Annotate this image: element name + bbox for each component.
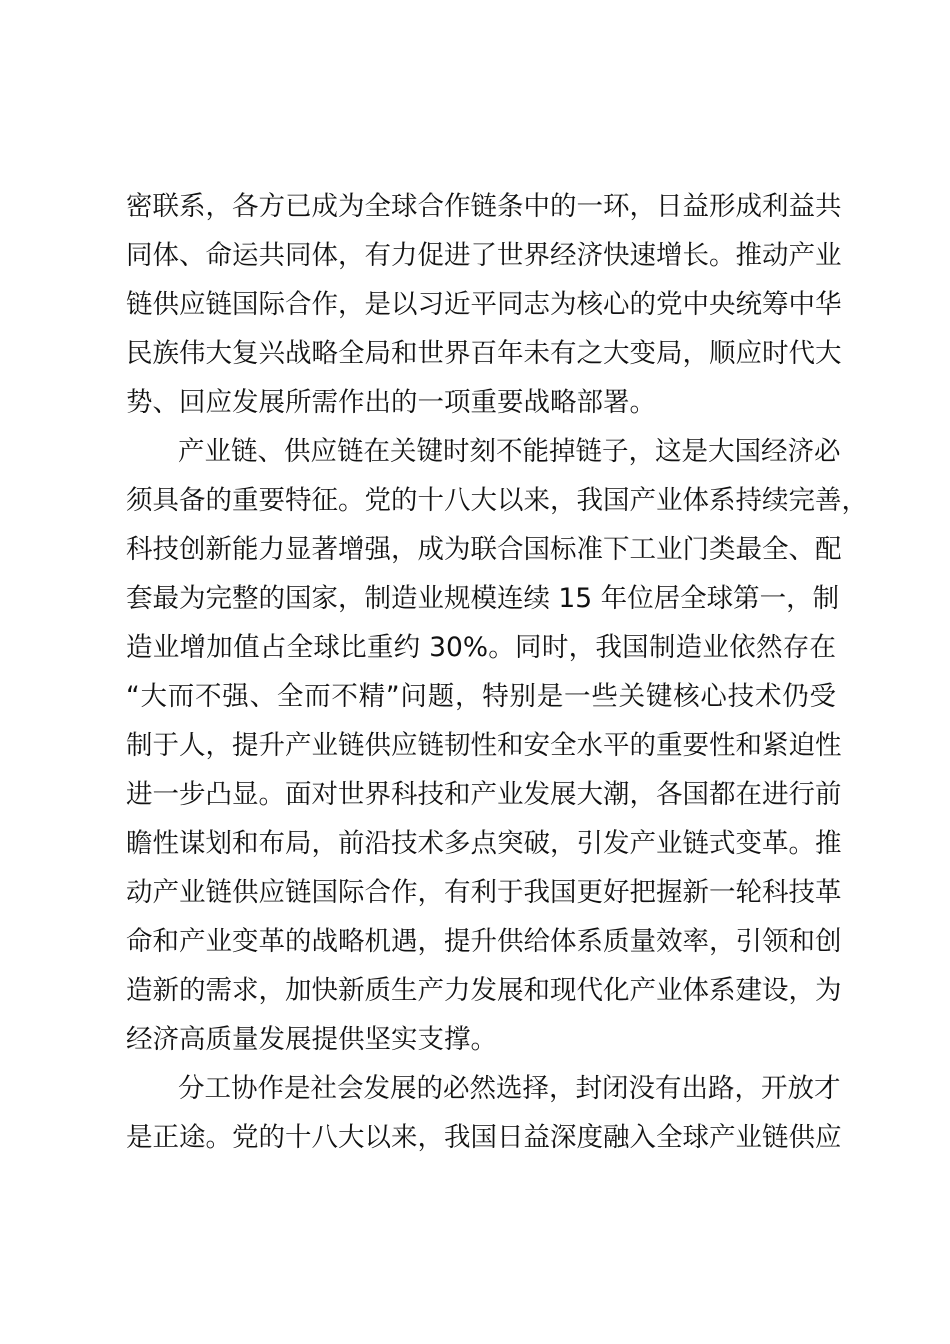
text-line: 命和产业变革的战略机遇，提升供给体系质量效率，引领和创 [126,926,842,957]
text-line: 须具备的重要特征。党的十八大以来，我国产业体系持续完善， [126,485,868,516]
text-line: 同体、命运共同体，有力促进了世界经济快速增长。推动产业 [126,240,842,271]
text-line: 密联系，各方已成为全球合作链条中的一环，日益形成利益共 [126,191,842,222]
text-line: 造新的需求，加快新质生产力发展和现代化产业体系建设，为 [126,975,842,1006]
text-line: 动产业链供应链国际合作，有利于我国更好把握新一轮科技革 [126,877,842,908]
text-line: 科技创新能力显著增强，成为联合国标准下工业门类最全、配 [126,534,842,565]
text-line: 经济高质量发展提供坚实支撑。 [126,1024,497,1055]
paragraph-first-line: 产业链、供应链在关键时刻不能掉链子，这是大国经济必 [178,436,841,467]
text-line: 瞻性谋划和布局，前沿技术多点突破，引发产业链式变革。推 [126,828,842,859]
text-line: 势、回应发展所需作出的一项重要战略部署。 [126,387,656,418]
text-line: 是正途。党的十八大以来，我国日益深度融入全球产业链供应 [126,1122,842,1153]
text-line: 制于人，提升产业链供应链韧性和安全水平的重要性和紧迫性 [126,730,842,761]
text-line: “大而不强、全而不精”问题，特别是一些关键核心技术仍受 [126,681,836,712]
text-line: 进一步凸显。面对世界科技和产业发展大潮，各国都在进行前 [126,779,842,810]
text-line: 套最为完整的国家，制造业规模连续 15 年位居全球第一，制 [126,583,840,614]
text-line: 造业增加值占全球比重约 30%。同时，我国制造业依然存在 [126,632,836,663]
text-line: 链供应链国际合作，是以习近平同志为核心的党中央统筹中华 [126,289,842,320]
text-line: 民族伟大复兴战略全局和世界百年未有之大变局，顺应时代大 [126,338,842,369]
paragraph-first-line: 分工协作是社会发展的必然选择，封闭没有出路，开放才 [178,1073,841,1104]
